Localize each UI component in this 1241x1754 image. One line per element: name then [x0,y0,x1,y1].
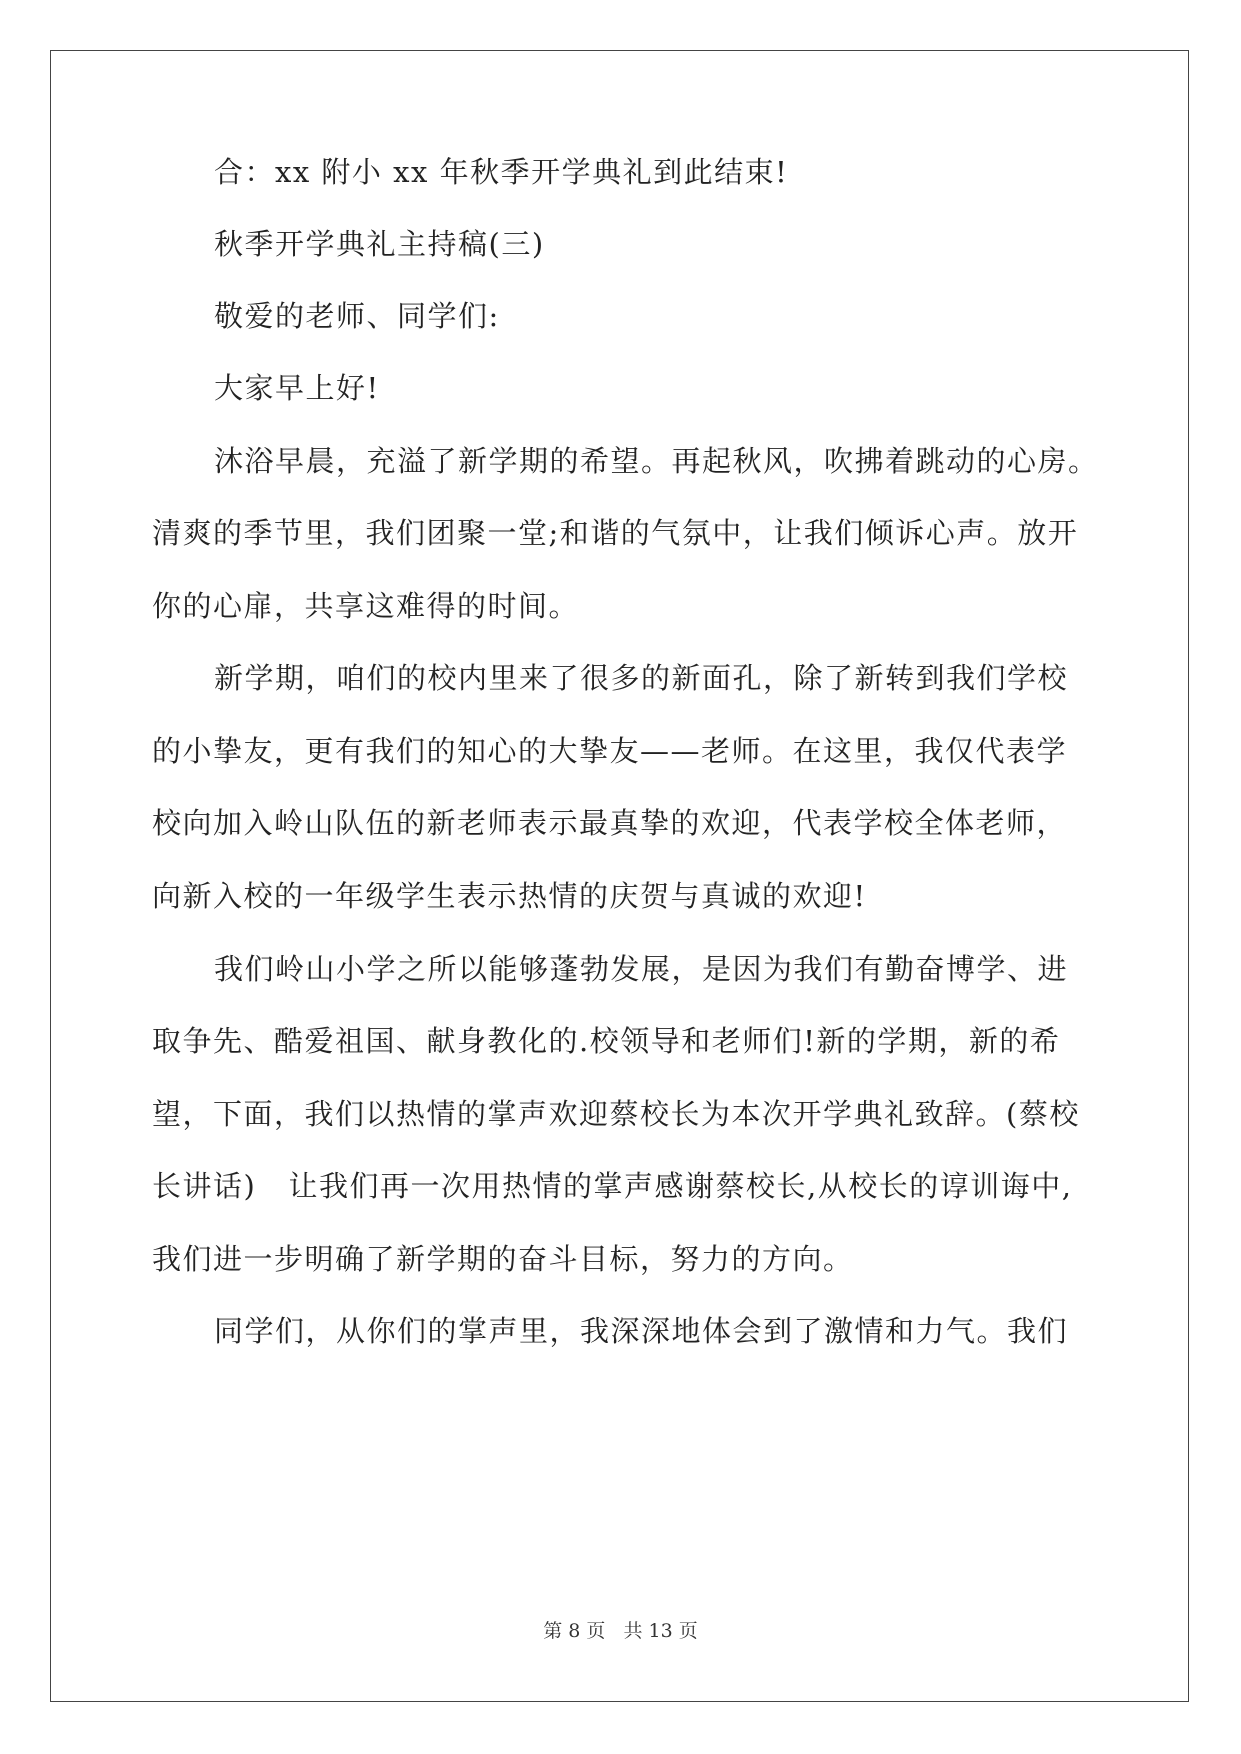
greeting: 大家早上好! [214,371,380,405]
paragraph-1-line-1: 沐浴早晨，充溢了新学期的希望。再起秋风，吹拂着跳动的心房。 [214,444,1099,478]
paragraph-3-line-4: 长讲话) 让我们再一次用热情的掌声感谢蔡校长,从校长的谆训诲中, [152,1169,1073,1203]
paragraph-2-line-1: 新学期，咱们的校内里来了很多的新面孔，除了新转到我们学校 [214,661,1069,695]
section-title: 秋季开学典礼主持稿(三) [214,227,545,261]
paragraph-3-line-1: 我们岭山小学之所以能够蓬勃发展，是因为我们有勤奋博学、进 [214,952,1069,986]
paragraph-3-line-5: 我们进一步明确了新学期的奋斗目标，努力的方向。 [152,1242,854,1276]
salutation: 敬爱的老师、同学们: [214,299,500,333]
closing-line: 合：xx 附小 xx 年秋季开学典礼到此结束! [214,155,789,189]
paragraph-1-line-2: 清爽的季节里，我们团聚一堂;和谐的气氛中，让我们倾诉心声。放开 [152,516,1079,550]
paragraph-2-line-3: 校向加入岭山队伍的新老师表示最真挚的欢迎，代表学校全体老师， [152,806,1068,840]
paragraph-2-line-4: 向新入校的一年级学生表示热情的庆贺与真诚的欢迎! [152,879,867,913]
paragraph-1-line-3: 你的心扉，共享这难得的时间。 [152,589,580,623]
paragraph-4-line-1: 同学们，从你们的掌声里，我深深地体会到了激情和力气。我们 [214,1314,1069,1348]
paragraph-3-line-2: 取争先、酷爱祖国、献身教化的.校领导和老师们!新的学期，新的希 [152,1024,1061,1058]
page-number: 第 8 页 共 13 页 [543,1620,698,1642]
paragraph-2-line-2: 的小挚友，更有我们的知心的大挚友——老师。在这里，我仅代表学 [152,734,1068,768]
paragraph-3-line-3: 望，下面，我们以热情的掌声欢迎蔡校长为本次开学典礼致辞。(蔡校 [152,1097,1080,1131]
